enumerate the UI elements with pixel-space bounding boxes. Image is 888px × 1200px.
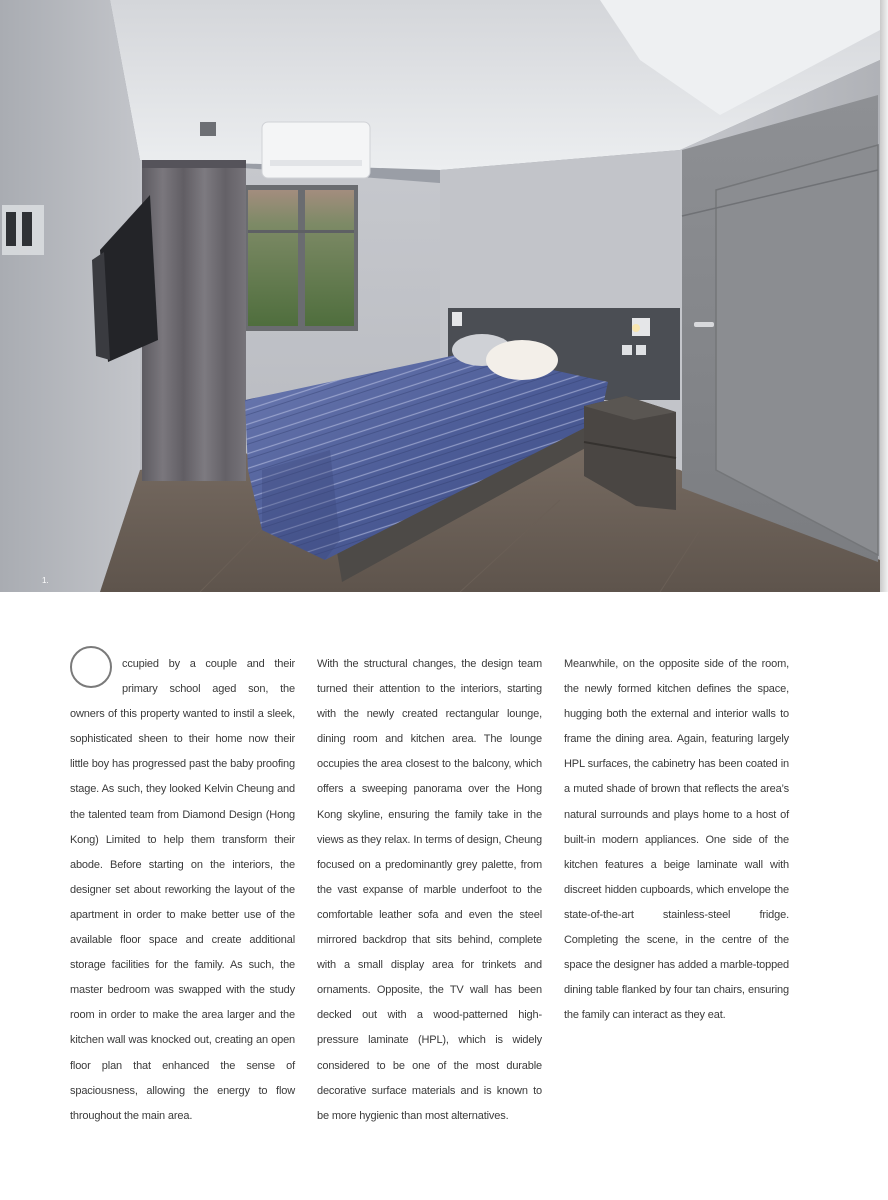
drop-cap [70,646,112,688]
page-edge [880,0,888,592]
article-column-2: With the structural changes, the design team turned their attention to the interiors, starting with the newly created rectangular lounge, dining room and kitchen area. The lounge occupies the area closest to the balcony, which offers a sweeping panorama over the Hong Kong skyline, ensuring the family take in the views as they relax. In terms of design, Cheung focused on a predominantly grey palette, from the vast expanse of marble underfoot to the comfortable leather sofa and even the steel mirrored backdrop that sits behind, complete with a small display area for trinkets and ornaments. Opposite, the TV wall has been decked out with a wood-patterned high-pressure laminate (HPL), which is widely considered to be one of the most durable decorative surface materials and is known to be more hygienic than most alternatives. [317,658,542,1122]
column-1-text: ccupied by a couple and their primary school aged son, the owners of this property wanted to instil a sleek, sophisticated sheen to their home now their little boy has progressed past the baby proofing stage. As such, they looked Kelvin Cheung and the talented team from Diamond Design (Hong Kong) Limited to help them transform their abode. Before starting on the interiors, the designer set about reworking the layout of the apartment in order to make better use of the available floor space and create additional storage facilities for the family. As such, the master bedroom was swapped with the study room in order to make the area larger and the kitchen wall was knocked out, creating an open floor plan that enhanced the sense of spaciousness, allowing the energy to flow throughout the main area. [70,658,295,1122]
article-column-3: Meanwhile, on the opposite side of the room, the newly formed kitchen defines the space, hugging both the external and interior walls to frame the dining area. Again, featuring largely HPL surfaces, the cabinetry has been coated in a muted shade of brown that reflects the area’s natural surrounds and plays home to a host of built-in modern appliances. One side of the kitchen features a beige laminate wall with discreet hidden cupboards, which envelope the state-of-the-art stainless-steel fridge. Completing the scene, in the centre of the space the designer has added a marble-topped dining table flanked by four tan chairs, ensuring the family can interact as they eat. [564,658,789,1022]
bedroom-photo [0,0,880,592]
article-column-1 [70,652,295,1129]
article-body [70,652,790,1172]
photo-caption-number: 1. [42,576,49,585]
bedroom-illustration [0,0,880,592]
